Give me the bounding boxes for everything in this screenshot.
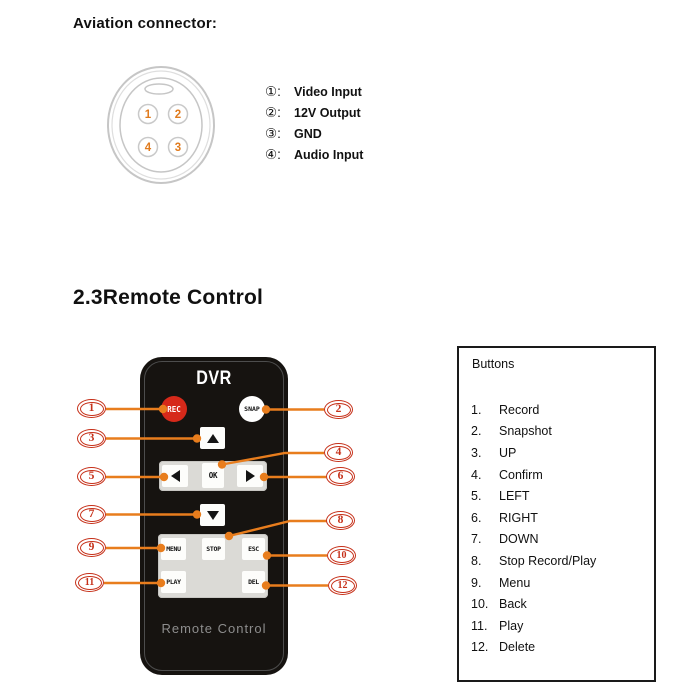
list-item: 5. LEFT xyxy=(471,489,530,504)
buttons-info-box xyxy=(457,346,656,682)
callout-6: 6 xyxy=(326,467,355,486)
list-item: 11. Play xyxy=(471,618,524,633)
list-item: 1. Record xyxy=(471,402,540,417)
list-item: 8. Stop Record/Play xyxy=(471,553,597,568)
legend-label-1: Video Input xyxy=(294,85,362,99)
callout-2: 2 xyxy=(324,400,353,419)
rec-button: REC xyxy=(161,396,187,422)
esc-button: ESC xyxy=(242,538,265,560)
up-arrow-icon xyxy=(207,434,219,443)
left-arrow-icon xyxy=(171,470,180,482)
pin-2-label: 2 xyxy=(174,109,182,121)
legend-item-video-input xyxy=(265,84,363,105)
list-item: 7. DOWN xyxy=(471,532,539,547)
right-arrow-icon xyxy=(246,470,255,482)
legend-num-3: ③: xyxy=(265,126,281,141)
del-button: DEL xyxy=(242,571,265,593)
legend-item-12v-output xyxy=(265,105,363,126)
list-item: 4. Confirm xyxy=(471,467,543,482)
callout-8: 8 xyxy=(326,511,355,530)
legend-label-3: GND xyxy=(294,127,322,141)
stop-button: STOP xyxy=(202,538,225,560)
legend-label-4: Audio Input xyxy=(294,148,364,162)
list-item: 3. UP xyxy=(471,445,517,460)
remote-control-heading: 2.3Remote Control xyxy=(73,286,264,309)
ok-button: OK xyxy=(202,463,224,488)
list-item: 2. Snapshot xyxy=(471,424,552,439)
connector-legend xyxy=(265,84,363,168)
remote-brand-label: DVR xyxy=(196,368,232,389)
down-arrow-icon xyxy=(207,511,219,520)
legend-num-4: ④: xyxy=(265,147,281,162)
callout-7: 7 xyxy=(77,505,106,524)
left-button xyxy=(162,465,188,487)
aviation-connector-diagram xyxy=(100,62,222,190)
connector-notch xyxy=(145,84,173,94)
callout-10: 10 xyxy=(327,546,356,565)
callout-11: 11 xyxy=(75,573,104,592)
remote-footer-label: Remote Control xyxy=(161,621,267,636)
legend-item-audio-input xyxy=(265,147,363,168)
snap-button: SNAP xyxy=(239,396,265,422)
buttons-list xyxy=(459,399,654,658)
pin-1-label: 1 xyxy=(144,109,152,121)
callout-1: 1 xyxy=(77,399,106,418)
list-item: 6. RIGHT xyxy=(471,510,538,525)
callout-5: 5 xyxy=(77,467,106,486)
buttons-box-title: Buttons xyxy=(472,357,515,371)
list-item: 12. Delete xyxy=(471,640,536,655)
list-item: 9. Menu xyxy=(471,575,531,590)
right-button xyxy=(237,465,263,487)
legend-label-2: 12V Output xyxy=(294,106,361,120)
menu-button: MENU xyxy=(161,538,186,560)
list-item: 10. Back xyxy=(471,597,527,612)
legend-num-2: ②: xyxy=(265,105,281,120)
remote-control-illustration xyxy=(140,357,288,675)
pin-4-label: 4 xyxy=(144,142,152,154)
down-button xyxy=(200,504,225,526)
up-button xyxy=(200,427,225,449)
legend-item-gnd xyxy=(265,126,363,147)
callout-12: 12 xyxy=(328,576,357,595)
play-button: PLAY xyxy=(161,571,186,593)
callout-3: 3 xyxy=(77,429,106,448)
pin-3-label: 3 xyxy=(174,142,182,154)
callout-4: 4 xyxy=(324,443,353,462)
callout-9: 9 xyxy=(77,538,106,557)
legend-num-1: ①: xyxy=(265,84,281,99)
aviation-connector-heading: Aviation connector: xyxy=(73,15,218,32)
